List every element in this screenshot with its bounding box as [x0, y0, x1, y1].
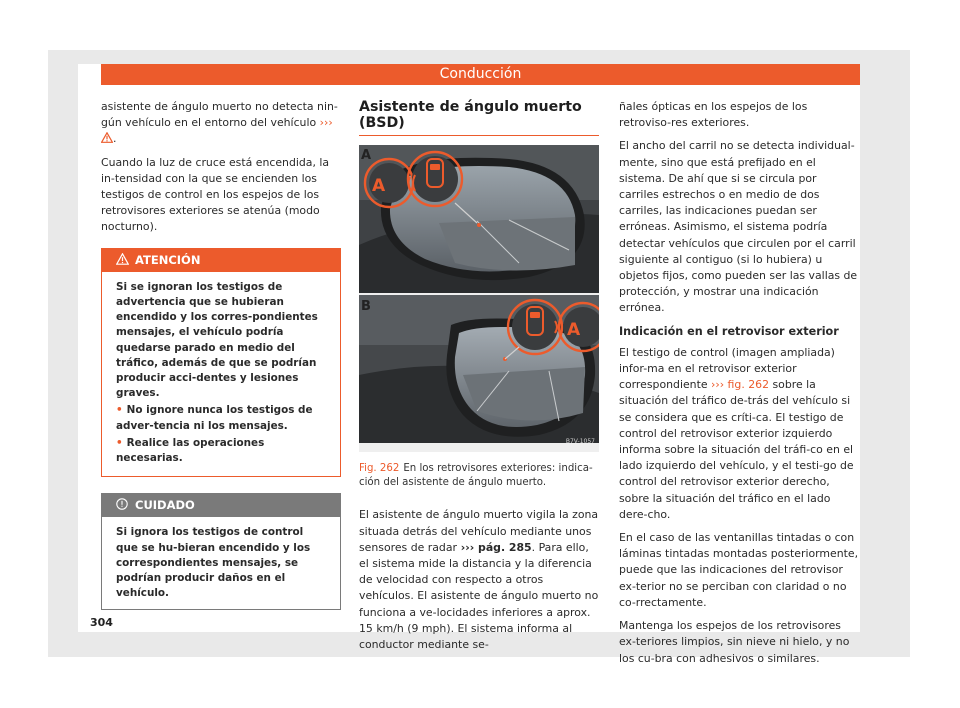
warning-box	[101, 248, 341, 478]
figure-code: B7V-1057	[565, 438, 595, 446]
column-left	[101, 99, 341, 610]
caution-box	[101, 493, 341, 610]
paragraph: ñales ópticas en los espejos de los retroviso-res exteriores.	[619, 100, 808, 130]
info-circle-icon	[116, 498, 128, 510]
warning-bullet: • No ignore nunca los testigos de adver-tencia ni los mensajes.	[116, 404, 313, 432]
warning-bullet: • Realice las operaciones necesarias.	[116, 436, 265, 465]
bullet-icon: •	[116, 436, 123, 449]
figure-cross-reference[interactable]: ››› fig. 262	[711, 378, 770, 392]
figure-caption: Fig. 262 En los retrovisores exteriores: indica-ción del asistente de ángulo muerto.	[359, 463, 593, 488]
column-middle	[359, 99, 599, 660]
figure-262	[359, 145, 599, 452]
bullet-icon: •	[116, 404, 123, 417]
paragraph: asistente de ángulo muerto no detecta nin-gún vehículo en el entorno del vehículo ››› .	[101, 100, 338, 146]
panel-label-b: B	[361, 299, 371, 315]
warning-header: ATENCIÓN	[102, 249, 340, 272]
section-title: Asistente de ángulo muerto (BSD)	[359, 99, 599, 136]
panel-label-a: A	[361, 148, 372, 164]
warning-body	[102, 272, 340, 476]
cross-reference-arrows[interactable]: ›››	[316, 116, 333, 130]
paragraph: Mantenga los espejos de los retrovisores ex-teriores limpios, sin nieve ni hielo, y no los cu-bra con adhesivos o similares.	[619, 619, 850, 665]
subheading: Indicación en el retrovisor exterior	[619, 324, 839, 338]
page-cross-reference[interactable]: ››› pág. 285	[456, 540, 532, 554]
page-number: 304	[90, 616, 113, 629]
warning-text: Si se ignoran los testigos de advertencia que se hubieran encendido y los corres-pondientes mensajes, el vehículo podría quedarse parado en medio del tráfico, además de que se podrían producir acci-dentes y lesiones graves.	[116, 280, 318, 400]
warning-triangle-icon	[116, 253, 129, 265]
mirror-photo-left	[359, 145, 599, 293]
paragraph: En el caso de las ventanillas tintadas o con láminas tintadas montadas posteriormente, puede que las indicaciones del retrovisor ex-terior no se perciban con claridad o no co-rrectamente.	[619, 531, 859, 609]
paragraph: Cuando la luz de cruce está encendida, la in-tensidad con la que se encienden los testigos de control en los espejos de los retrovisores exteriores se atenúa (modo nocturno).	[101, 155, 330, 234]
warning-triangle-icon	[101, 132, 113, 143]
paragraph: El asistente de ángulo muerto vigila la zona situada detrás del vehículo mediante unos sensores de radar ››› pág. 285. Para ello, el sistema mide la distancia y la diferencia de velocidad con respecto a otros vehículos. El asistente de ángulo muerto no funciona a ve-locidades inferiores a aprox. 15 km/h (9 mph). El sistema informa al conductor mediante se-	[359, 508, 599, 652]
chapter-header: Conducción	[101, 64, 860, 85]
paragraph: El testigo de control (imagen ampliada) infor-ma en el retrovisor exterior correspondiente ››› fig. 262 sobre la situación del tráfico de-trás del vehículo si se considera que es críti-ca. El testigo de control del retrovisor exterior izquierdo informa sobre la situación del tráfi-co en el lado izquierdo del vehículo, y el testi-go de control del retrovisor exterior derecho, sobre la situación del tráfico en el lado dere-cho.	[619, 345, 854, 521]
svg-text:A: A	[372, 176, 386, 197]
paragraph: El ancho del carril no se detecta individual-mente, sino que está prefijado en el sistema. De ahí que si se circula por carriles estrechos o en medio de dos carriles, las indicaciones puedan ser erróneas. Asimismo, el sistema podría detectar vehículos que circulen por el carril siguiente al contiguo (si lo hubiera) u objetos fijos, como pueden ser las vallas de protección, y mostrar una indicación errónea.	[619, 139, 858, 315]
mirror-photo-right	[359, 295, 599, 443]
figure-number: Fig. 262	[359, 463, 400, 475]
caution-text: Si ignora los testigos de control que se hu-bieran encendido y los correspondientes mensajes, se podrían producir daños en el vehículo.	[116, 526, 311, 600]
svg-text:A: A	[567, 320, 581, 341]
column-right	[619, 99, 859, 674]
caution-header: CUIDADO	[102, 494, 340, 517]
